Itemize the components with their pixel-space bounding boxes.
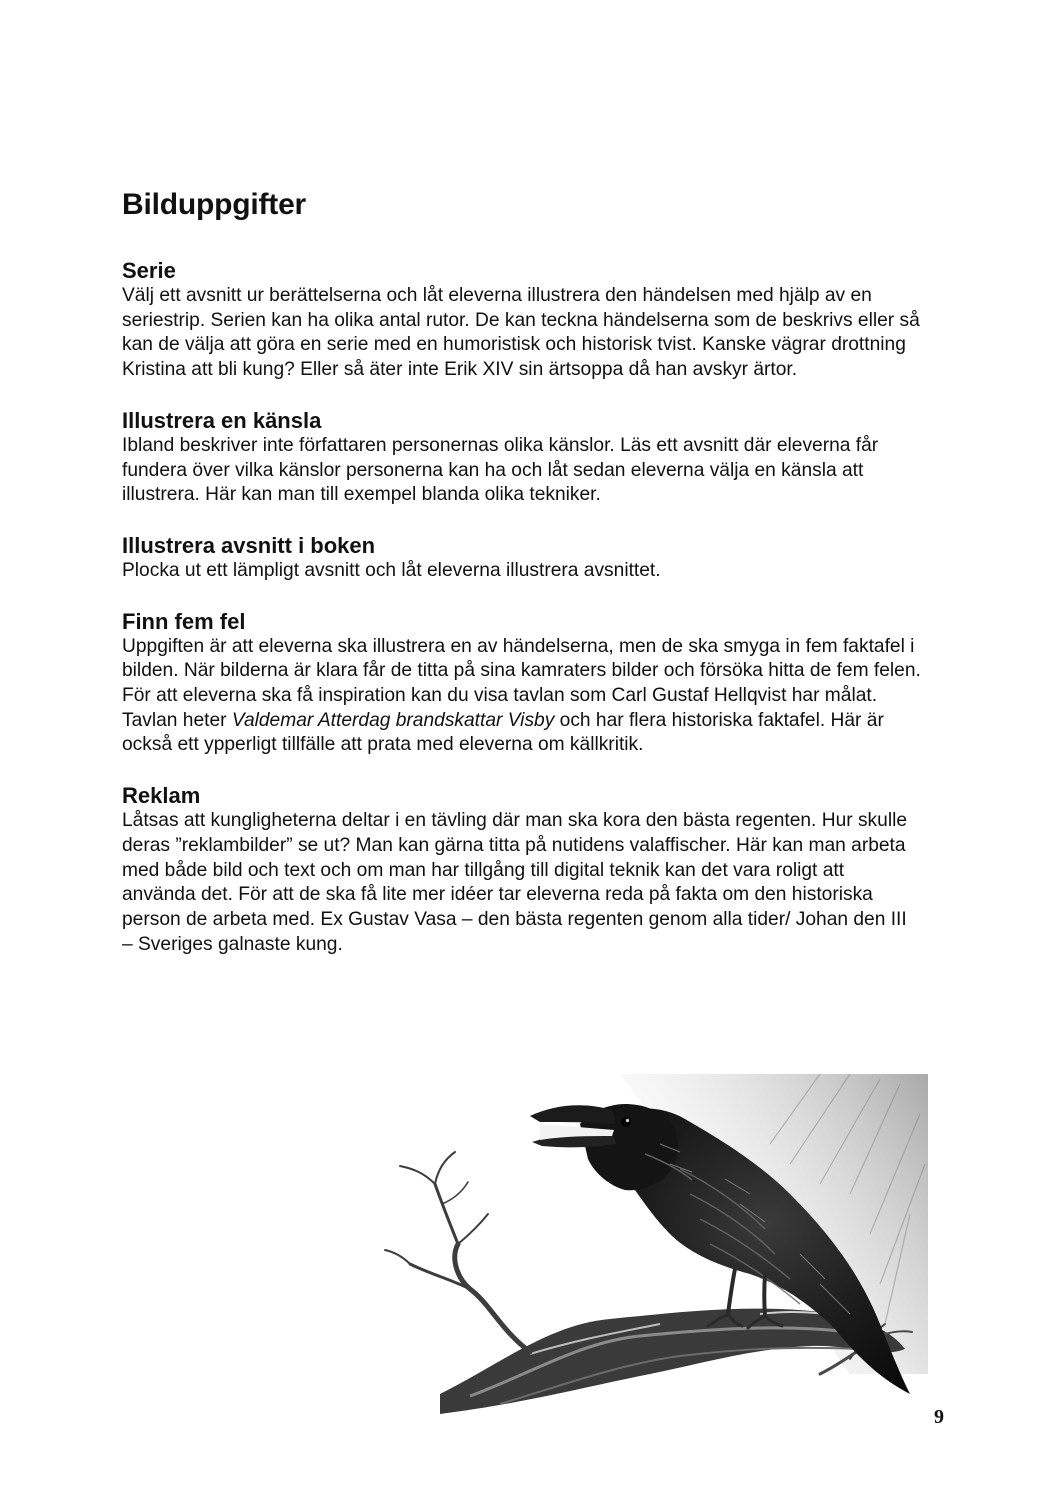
section-text: Välj ett avsnitt ur berättelserna och låt eleverna illustrera den händelsen med hjälp av en seriestrip. Serien kan ha olika antal rutor. De kan teckna händelserna som de beskrivs eller så kan de välja att göra en serie med en humoristisk och historisk tvist. Kanske vägrar drottning Kristina att bli kung? Eller så äter inte Erik XIV sin ärtsoppa då han avskyr ärtor.: [122, 285, 920, 381]
painting-title: Valdemar Atterdag brandskattar Visby: [231, 709, 555, 731]
section-text: [122, 635, 922, 759]
section-heading: Illustrera en känsla: [122, 407, 322, 433]
page-title: Bilduppgifter: [122, 188, 307, 221]
section-text: Låtsas att kungligheterna deltar i en tävling där man ska kora den bästa regenten. Hur skulle deras ”reklambilder” se ut? Man kan gärna titta på nutidens valaffischer. Här kan man arbeta med både bild och text och om man har tillgång till digital teknik kan det vara roligt att använda det. För att de ska få lite mer idéer tar eleverna reda på fakta om den historiska person de arbeta med. Ex Gustav Vasa – den bästa regenten genom alla tider/ Johan den III – Sveriges galnaste kung.: [122, 810, 908, 955]
section-finn-fem-fel: [122, 609, 922, 759]
raven-illustration: [380, 1074, 928, 1414]
section-heading: Finn fem fel: [122, 608, 246, 634]
section-heading: Serie: [122, 258, 176, 283]
section-serie: [122, 258, 922, 383]
text-before: Uppgiften är att eleverna ska illustrera en av händelserna, men de ska smyga in fem faktafel i bilden. När bilderna är klara får de titta på sina kamraters bilder och försöka hitta de fem felen. För att eleverna ska få inspiration kan du visa tavlan som Carl Gustaf Hellqvist har målat. Tavlan heter: [122, 635, 921, 731]
section-heading: Reklam: [122, 783, 201, 809]
content: [122, 186, 922, 982]
section-heading: Illustrera avsnitt i boken: [122, 532, 376, 558]
section-illustrera-en-kansla: [122, 408, 922, 508]
section-text: Plocka ut ett lämpligt avsnitt och låt eleverna illustrera avsnittet.: [122, 559, 661, 581]
section-text: Ibland beskriver inte författaren personernas olika känslor. Läs ett avsnitt där eleverna får fundera över vilka känslor personerna kan ha och låt sedan eleverna välja en känsla att illustrera. Här kan man till exempel blanda olika tekniker.: [122, 434, 879, 506]
text-after: och har flera historiska faktafel. Här är också ett ypperligt tillfälle att prata med eleverna om källkritik.: [122, 709, 884, 756]
section-reklam: [122, 783, 922, 957]
section-illustrera-avsnitt: [122, 533, 922, 584]
page-number: 9: [934, 1406, 944, 1428]
